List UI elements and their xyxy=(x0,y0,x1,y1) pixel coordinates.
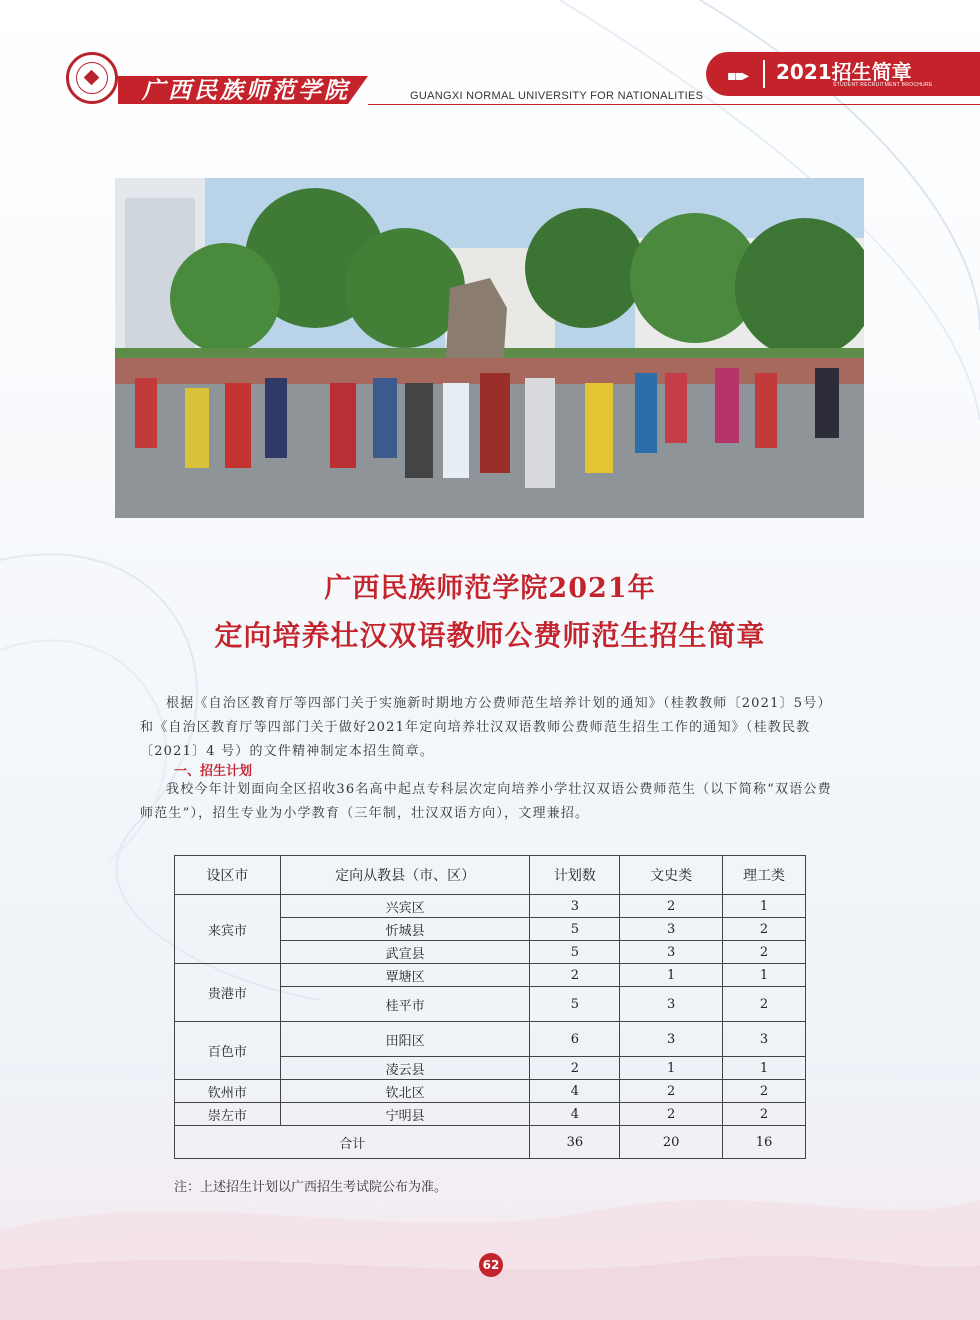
arts-cell: 1 xyxy=(620,964,723,987)
table-row xyxy=(175,895,806,918)
brochure-subtitle: STUDENT RECRUITMENT BROCHURE xyxy=(833,82,933,88)
county-cell: 宁明县 xyxy=(280,1103,530,1126)
header-city: 设区市 xyxy=(175,856,281,895)
arts-cell: 3 xyxy=(620,987,723,1022)
page-header xyxy=(0,0,980,110)
county-cell: 武宣县 xyxy=(280,941,530,964)
county-cell: 忻城县 xyxy=(280,918,530,941)
plan-cell: 3 xyxy=(530,895,620,918)
county-cell: 兴宾区 xyxy=(280,895,530,918)
plan-cell: 5 xyxy=(530,987,620,1022)
university-seal-logo xyxy=(66,52,118,104)
arts-cell: 3 xyxy=(620,918,723,941)
science-cell: 1 xyxy=(723,964,806,987)
plan-cell: 4 xyxy=(530,1103,620,1126)
county-cell: 钦北区 xyxy=(280,1080,530,1103)
plan-cell: 5 xyxy=(530,918,620,941)
arts-cell: 1 xyxy=(620,1057,723,1080)
university-name-cn: 广西民族师范学院 xyxy=(142,77,350,104)
science-cell: 1 xyxy=(723,1057,806,1080)
science-cell: 2 xyxy=(723,987,806,1022)
campus-parade-photo xyxy=(115,178,864,518)
plan-cell: 2 xyxy=(530,964,620,987)
header-rule xyxy=(368,104,980,105)
total-label: 合计 xyxy=(175,1126,530,1159)
footnote: 注：上述招生计划以广西招生考试院公布为准。 xyxy=(174,1180,448,1195)
table-row xyxy=(175,1022,806,1057)
county-cell: 田阳区 xyxy=(280,1022,530,1057)
science-cell: 3 xyxy=(723,1022,806,1057)
header-plan: 计划数 xyxy=(530,856,620,895)
table-row xyxy=(175,964,806,987)
county-cell: 覃塘区 xyxy=(280,964,530,987)
total-plan: 36 xyxy=(530,1126,620,1159)
table-row xyxy=(175,1103,806,1126)
header-county: 定向从教县（市、区） xyxy=(280,856,530,895)
section-heading: 一、招生计划 xyxy=(174,764,253,779)
page-title-line2: 定向培养壮汉双语教师公费师范生招生简章 xyxy=(214,619,766,652)
header-arts: 文史类 xyxy=(620,856,723,895)
science-cell: 2 xyxy=(723,1080,806,1103)
science-cell: 2 xyxy=(723,918,806,941)
table-header-row xyxy=(175,856,806,895)
enrollment-plan-table xyxy=(174,855,806,1159)
arts-cell: 2 xyxy=(620,895,723,918)
header-science: 理工类 xyxy=(723,856,806,895)
table-total-row xyxy=(175,1126,806,1159)
page-number: 62 xyxy=(479,1253,503,1277)
science-cell: 2 xyxy=(723,941,806,964)
science-cell: 2 xyxy=(723,1103,806,1126)
science-cell: 1 xyxy=(723,895,806,918)
university-name-en: GUANGXI NORMAL UNIVERSITY FOR NATIONALITIES xyxy=(410,90,704,102)
dots-arrow-icon: ▪▪▸ xyxy=(727,68,748,84)
county-cell: 凌云县 xyxy=(280,1057,530,1080)
table-row xyxy=(175,1080,806,1103)
total-arts: 20 xyxy=(620,1126,723,1159)
brochure-divider xyxy=(763,60,765,88)
city-cell: 来宾市 xyxy=(175,895,281,964)
arts-cell: 3 xyxy=(620,941,723,964)
city-cell: 百色市 xyxy=(175,1022,281,1080)
county-cell: 桂平市 xyxy=(280,987,530,1022)
total-science: 16 xyxy=(723,1126,806,1159)
plan-cell: 5 xyxy=(530,941,620,964)
page-title-line1: 广西民族师范学院2021年 xyxy=(324,573,656,604)
section-paragraph: 我校今年计划面向全区招收36名高中起点专科层次定向培养小学壮汉双语公费师范生（以下简称“双语公费师范生”），招生专业为小学教育（三年制，壮汉双语方向），文理兼招。 xyxy=(140,782,832,821)
brochure-title: 2021招生简章 xyxy=(776,60,912,84)
intro-paragraph: 根据《自治区教育厅等四部门关于实施新时期地方公费师范生培养计划的通知》（桂教教师〔2021〕5号）和《自治区教育厅等四部门关于做好2021年定向培养壮汉双语教师公费师范生招生工作的通知》（桂教民教〔2021〕4 号）的文件精神制定本招生简章。 xyxy=(140,696,832,759)
plan-cell: 6 xyxy=(530,1022,620,1057)
arts-cell: 2 xyxy=(620,1080,723,1103)
plan-cell: 2 xyxy=(530,1057,620,1080)
arts-cell: 3 xyxy=(620,1022,723,1057)
city-cell: 崇左市 xyxy=(175,1103,281,1126)
city-cell: 钦州市 xyxy=(175,1080,281,1103)
city-cell: 贵港市 xyxy=(175,964,281,1022)
plan-cell: 4 xyxy=(530,1080,620,1103)
arts-cell: 2 xyxy=(620,1103,723,1126)
